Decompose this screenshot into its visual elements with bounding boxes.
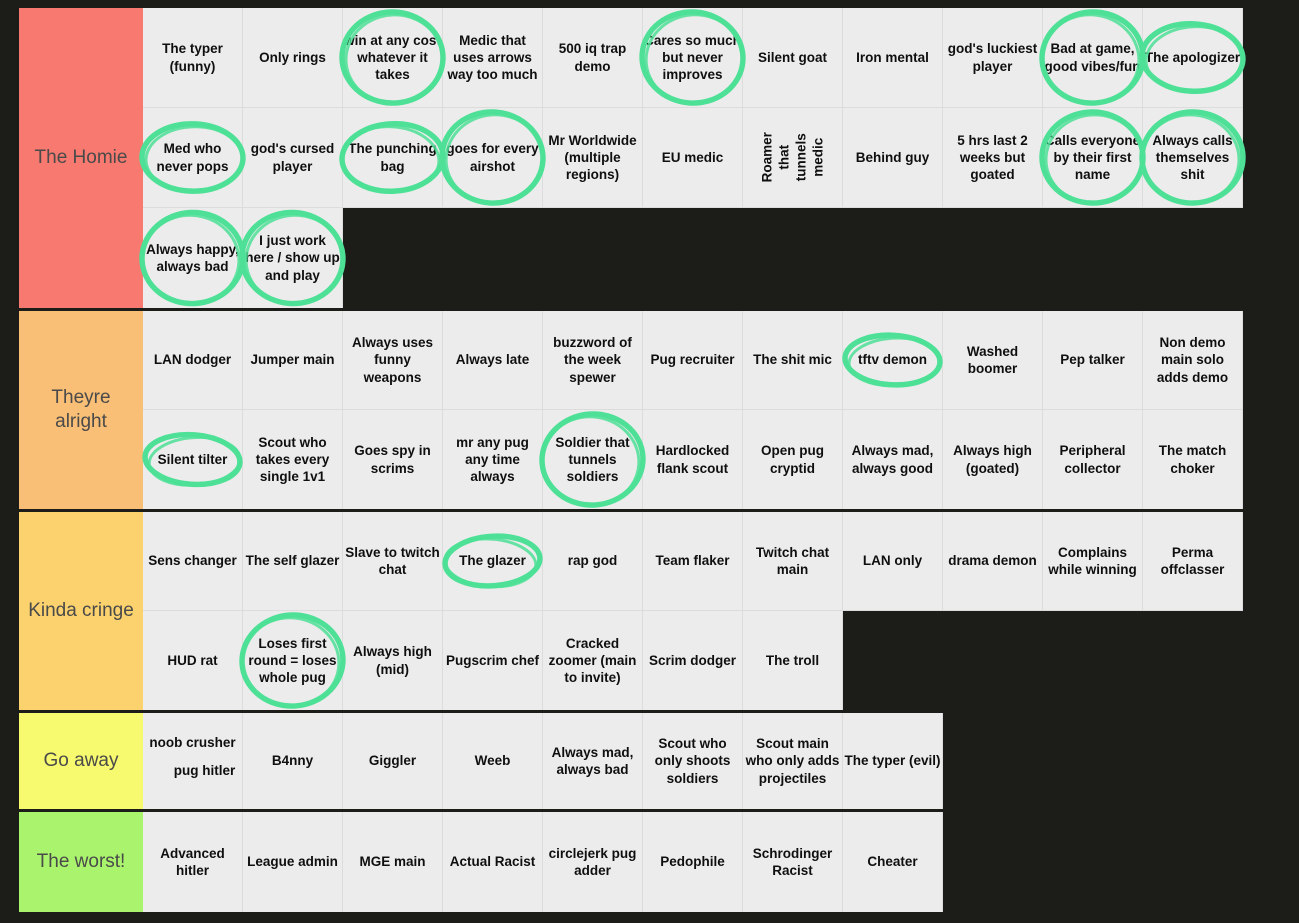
tier-item-lan-only[interactable] <box>843 512 943 611</box>
tier-item-label: Slave to twitch chat <box>345 544 440 577</box>
tier-item-lan-dodger[interactable] <box>143 311 243 410</box>
tier-item-roamer-that-tunnels-medic[interactable] <box>743 108 843 208</box>
tier-item-med-who-never-pops[interactable] <box>143 108 243 208</box>
tier-item-cracked-zoomer-main-to-invite[interactable] <box>543 611 643 710</box>
tier-items-subrow <box>143 108 1243 208</box>
tier-item-team-flaker[interactable] <box>643 512 743 611</box>
tier-item-label: win at any cost whatever it takes <box>344 32 441 83</box>
tier-item-label: Bad at game, good vibes/fun <box>1044 41 1141 74</box>
tier-item-500-iq-trap-demo[interactable] <box>543 8 643 108</box>
tier-item-label: HUD rat <box>167 652 218 668</box>
tier-item-circlejerk-pug-adder[interactable] <box>543 812 643 912</box>
tier-item-label: The match choker <box>1158 443 1227 476</box>
tier-item-label: The self glazer <box>245 553 340 569</box>
tier-item-label: noob crusher <box>149 735 236 750</box>
tier-item-calls-everyone-by-their-first-[interactable] <box>1043 108 1143 208</box>
tier-item-advanced-hitler[interactable] <box>143 812 243 912</box>
tier-item-only-rings[interactable] <box>243 8 343 108</box>
tier-item-giggler[interactable] <box>343 713 443 809</box>
tier-item-label: Twitch chat main <box>755 544 830 577</box>
tier-item-label: LAN dodger <box>153 352 232 368</box>
tier-item-label: Perma offclasser <box>1160 544 1225 577</box>
tier-item-label: Cares so much but never improves <box>644 32 741 83</box>
tier-item-5-hrs-last-2-weeks-but-goated[interactable] <box>943 108 1043 208</box>
tier-item-label: LAN only <box>862 553 923 569</box>
tier-item-label: Calls everyone by their first name <box>1044 132 1141 183</box>
tier-item-hud-rat[interactable] <box>143 611 243 710</box>
tier-item-actual-racist[interactable] <box>443 812 543 912</box>
tier-item-perma-offclasser[interactable] <box>1143 512 1243 611</box>
tier-item-label: Scout main who only adds projectiles <box>745 736 840 786</box>
tier-item-pedophile[interactable] <box>643 812 743 912</box>
tier-item-label: Always happy, always bad <box>146 241 239 274</box>
tier-item-label: Scout who takes every single 1v1 <box>255 434 330 485</box>
tier-item-the-self-glazer[interactable] <box>243 512 343 611</box>
tier-items-subrow <box>143 611 1243 710</box>
tier-items-area <box>143 8 1243 308</box>
tier-items-subrow <box>143 208 1243 308</box>
tier-item-open-pug-cryptid[interactable] <box>743 410 843 509</box>
tier-item-label: mr any pug any time always <box>456 434 529 485</box>
tier-item-mge-main[interactable] <box>343 812 443 912</box>
tier-item-label: Medic that uses arrows way too much <box>447 32 538 83</box>
tier-item-label: The apologizer <box>1144 49 1241 65</box>
tier-items-area <box>143 713 943 809</box>
tier-item-the-punching-bag[interactable] <box>343 108 443 208</box>
tier-item-hardlocked-flank-scout[interactable] <box>643 410 743 509</box>
tier-item-god-s-cursed-player[interactable] <box>243 108 343 208</box>
tier-items-subrow <box>143 8 1243 108</box>
tier-label-go-away: Go away <box>19 713 143 809</box>
tier-row-theyre-alright <box>19 311 1243 509</box>
tier-item-label: The typer (evil) <box>844 753 941 769</box>
tier-item-b4nny[interactable] <box>243 713 343 809</box>
tier-item-i-just-work-here-show-up-and-p[interactable] <box>243 208 343 308</box>
tier-item-always-mad-always-bad[interactable] <box>543 713 643 809</box>
tier-item-label: Scrim dodger <box>648 652 737 668</box>
tier-item-label: The typer (funny) <box>162 41 223 74</box>
tier-item-win-at-any-cost-whatever-it-ta[interactable] <box>343 8 443 108</box>
tier-item-label: Sens changer <box>148 553 237 569</box>
tier-item-label: 500 iq trap demo <box>558 41 627 74</box>
tier-item-goes-for-every-airshot[interactable] <box>443 108 543 208</box>
tier-item-medic-that-uses-arrows-way-too[interactable] <box>443 8 543 108</box>
tier-item-sens-changer[interactable] <box>143 512 243 611</box>
tier-items-area <box>143 311 1243 509</box>
tier-item-pep-talker[interactable] <box>1043 311 1143 410</box>
tier-item-scout-who-only-shoots-soldiers[interactable] <box>643 713 743 809</box>
tier-item-behind-guy[interactable] <box>843 108 943 208</box>
tier-item-drama-demon[interactable] <box>943 512 1043 611</box>
tier-item-mr-worldwide-multiple-regions[interactable] <box>543 108 643 208</box>
tier-item-label: Cracked zoomer (main to invite) <box>548 635 637 686</box>
tier-item-the-typer-funny[interactable] <box>143 8 243 108</box>
tier-item-washed-boomer[interactable] <box>943 311 1043 410</box>
tier-item-the-match-choker[interactable] <box>1143 410 1243 509</box>
tier-items-subrow <box>143 512 1243 611</box>
tier-item-the-typer-evil[interactable] <box>843 713 943 809</box>
tier-item-the-apologizer[interactable] <box>1143 8 1243 108</box>
tier-item-iron-mental[interactable] <box>843 8 943 108</box>
tier-item-label: The troll <box>765 652 820 668</box>
tier-item-always-high-goated[interactable] <box>943 410 1043 509</box>
tier-item-label: Giggler <box>368 753 417 769</box>
tier-item-weeb[interactable] <box>443 713 543 809</box>
tier-item-label: Jumper main <box>250 352 335 368</box>
tier-item-rap-god[interactable] <box>543 512 643 611</box>
tier-item-label: The punching bag <box>348 141 437 174</box>
tier-items-subrow <box>143 713 943 809</box>
tier-item-label: Always late <box>455 352 530 368</box>
tier-item-label: Goes spy in scrims <box>354 443 431 476</box>
tier-item-label: Iron mental <box>856 49 929 65</box>
tier-item-label: Schrodinger Racist <box>752 845 833 878</box>
tier-item-overlap-label: pug hitler <box>173 763 236 778</box>
tier-item-scout-who-takes-every-single-1[interactable] <box>243 410 343 509</box>
tier-item-always-happy-always-bad[interactable] <box>143 208 243 308</box>
tier-item-the-troll[interactable] <box>743 611 843 710</box>
tier-item-pug-recruiter[interactable] <box>643 311 743 410</box>
tier-item-always-mad-always-good[interactable] <box>843 410 943 509</box>
tier-items-area <box>143 812 943 912</box>
tier-item-label: Pugscrim chef <box>445 652 540 668</box>
tier-item-twitch-chat-main[interactable] <box>743 512 843 611</box>
tier-item-label: Always mad, always bad <box>551 744 634 777</box>
tier-item-label: goes for every airshot <box>446 141 539 174</box>
tier-item-label: Open pug cryptid <box>761 443 824 476</box>
tier-item-label: Actual Racist <box>449 854 536 870</box>
tier-item-label: Always high (mid) <box>353 644 432 677</box>
tier-item-non-demo-main-solo-adds-demo[interactable] <box>1143 311 1243 410</box>
tier-item-always-calls-themselves-shit[interactable] <box>1143 108 1243 208</box>
tier-item-label: Silent goat <box>757 49 827 65</box>
tier-item-label: League admin <box>247 854 338 870</box>
tier-item-label: I just work here / show up and play <box>245 233 340 283</box>
tier-item-scrim-dodger[interactable] <box>643 611 743 710</box>
tier-item-jumper-main[interactable] <box>243 311 343 410</box>
tier-item-label: Always mad, always good <box>851 443 934 476</box>
tier-item-label: 5 hrs last 2 weeks but goated <box>957 132 1028 183</box>
tier-item-label: The glazer <box>459 553 526 569</box>
tier-label-theyre-alright: Theyre alright <box>19 311 143 509</box>
tier-item-label: Soldier that tunnels soldiers <box>555 434 630 485</box>
tier-item-label: rap god <box>567 553 618 569</box>
tier-item-label: god's luckiest player <box>947 41 1038 74</box>
tier-item-label: Team flaker <box>655 553 730 569</box>
tier-label-the-worst: The worst! <box>19 812 143 912</box>
tier-item-always-high-mid[interactable] <box>343 611 443 710</box>
tier-item-label: Washed boomer <box>966 343 1019 376</box>
tier-item-schrodinger-racist[interactable] <box>743 812 843 912</box>
tier-item-goes-spy-in-scrims[interactable] <box>343 410 443 509</box>
tier-item-pugscrim-chef[interactable] <box>443 611 543 710</box>
tier-item-label: Weeb <box>474 753 511 769</box>
tier-item-label: buzzword of the week spewer <box>553 335 632 385</box>
tier-item-the-shit-mic[interactable] <box>743 311 843 410</box>
tier-item-label: Loses first round = loses whole pug <box>248 635 337 686</box>
tier-item-label: Complains while winning <box>1048 544 1137 577</box>
tier-item-bad-at-game-good-vibes-fun[interactable] <box>1043 8 1143 108</box>
tier-item-cares-so-much-but-never-improv[interactable] <box>643 8 743 108</box>
tier-item-label: Only rings <box>259 49 326 65</box>
tier-item-label: Silent tilter <box>157 451 228 467</box>
tier-item-league-admin[interactable] <box>243 812 343 912</box>
tier-item-god-s-luckiest-player[interactable] <box>943 8 1043 108</box>
tier-list-board <box>19 8 1243 915</box>
tier-item-label: Roamer that tunnels medic <box>759 132 826 183</box>
tier-item-scout-main-who-only-adds-proje[interactable] <box>743 713 843 809</box>
tier-item-label: tftv demon <box>858 352 927 368</box>
tier-item-label: Non demo main solo adds demo <box>1156 335 1229 385</box>
tier-row-kinda-cringe <box>19 512 1243 710</box>
tier-item-soldier-that-tunnels-soldiers[interactable] <box>543 410 643 509</box>
tier-item-the-glazer[interactable] <box>443 512 543 611</box>
tier-items-area <box>143 512 1243 710</box>
tier-item-always-late[interactable] <box>443 311 543 410</box>
tier-item-label: Peripheral collector <box>1059 443 1126 476</box>
tier-item-cheater[interactable] <box>843 812 943 912</box>
tier-item-label: Hardlocked flank scout <box>655 443 730 476</box>
tier-item-label: Pedophile <box>660 854 725 870</box>
tier-item-label: Scout who only shoots soldiers <box>654 736 731 786</box>
tier-label-the-homie: The Homie <box>19 8 143 308</box>
tier-row-go-away <box>19 713 1243 809</box>
tier-item-label: god's cursed player <box>250 141 335 174</box>
tier-item-slave-to-twitch-chat[interactable] <box>343 512 443 611</box>
tier-item-label: B4nny <box>271 753 314 769</box>
tier-item-always-uses-funny-weapons[interactable] <box>343 311 443 410</box>
tier-item-complains-while-winning[interactable] <box>1043 512 1143 611</box>
tier-item-label: Med who never pops <box>156 141 229 174</box>
tier-item-label: Behind guy <box>855 149 930 165</box>
tier-item-label: Always calls themselves shit <box>1152 132 1233 183</box>
tier-items-subrow <box>143 311 1243 410</box>
tier-item-label: MGE main <box>359 854 426 870</box>
tier-item-silent-goat[interactable] <box>743 8 843 108</box>
tier-item-label: drama demon <box>948 553 1037 569</box>
tier-item-label: Always uses funny weapons <box>351 335 434 385</box>
tier-item-eu-medic[interactable] <box>643 108 743 208</box>
tier-item-loses-first-round-loses-whole-[interactable] <box>243 611 343 710</box>
tier-item-label: Always high (goated) <box>953 443 1032 476</box>
tier-item-label: EU medic <box>661 149 724 165</box>
tier-item-tftv-demon[interactable] <box>843 311 943 410</box>
tier-items-subrow <box>143 812 943 912</box>
tier-item-label: The shit mic <box>753 352 832 368</box>
tier-row-the-homie <box>19 8 1243 308</box>
tier-items-subrow <box>143 410 1243 509</box>
tier-item-buzzword-of-the-week-spewer[interactable] <box>543 311 643 410</box>
tier-item-peripheral-collector[interactable] <box>1043 410 1143 509</box>
tier-item-silent-tilter[interactable] <box>143 410 243 509</box>
tier-item-label: Pug recruiter <box>650 352 735 368</box>
tier-item-noob-crusher[interactable] <box>143 713 243 809</box>
tier-label-kinda-cringe: Kinda cringe <box>19 512 143 710</box>
tier-item-label: circlejerk pug adder <box>548 845 637 878</box>
tier-item-mr-any-pug-any-time-always[interactable] <box>443 410 543 509</box>
tier-row-the-worst <box>19 812 1243 912</box>
tier-item-label: Mr Worldwide (multiple regions) <box>548 132 637 183</box>
tier-item-label: Advanced hitler <box>160 845 225 878</box>
tier-item-label: Pep talker <box>1060 352 1125 368</box>
tier-item-label: Cheater <box>867 854 918 870</box>
